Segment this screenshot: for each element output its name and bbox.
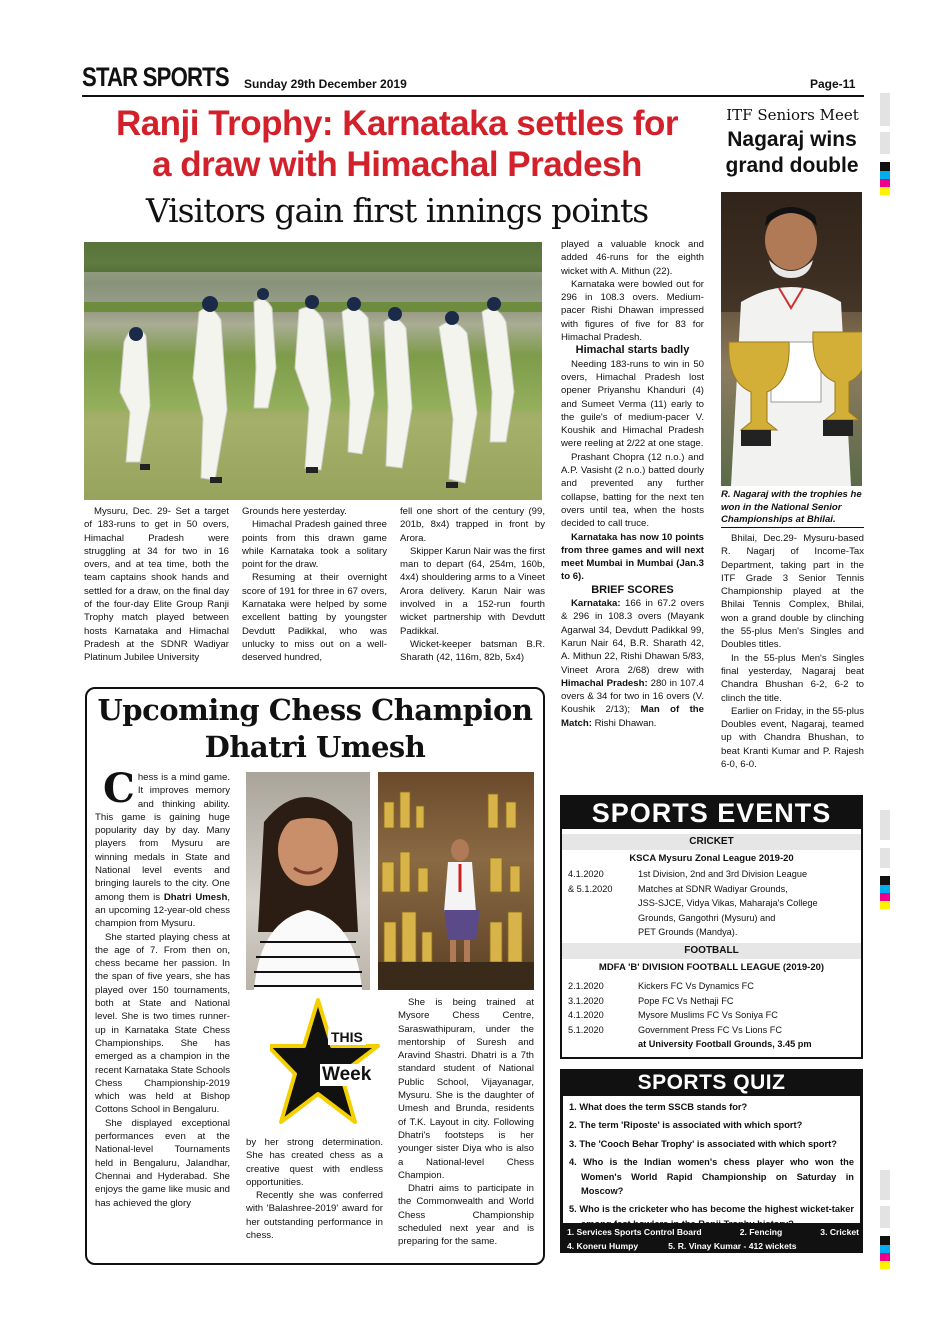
schedule-row [562,1037,861,1052]
schedule-text: Mysore Muslims FC Vs Soniya FC [638,1010,778,1021]
cricket-celebration-photo [84,242,542,500]
schedule-text: Grounds, Gangothri (Mysuru) and [638,912,776,923]
quiz-answers [567,1225,859,1253]
ranji-paragraph: Himachal Pradesh gained three points from this drawn game while Karnataka took a solitary point for the draw. [242,519,387,571]
player-name: Dhatri Umesh [163,891,228,903]
badge-text-week: Week [322,1064,372,1085]
quiz-answer: 4. Koneru Humpy [567,1241,639,1251]
nagaraj-trophy-photo [721,192,862,486]
chess-paragraph: , an upcoming 12-year-old chess champion from Mysuru. [95,891,230,930]
football-schedule [562,979,861,1052]
this-week-star-badge [270,996,380,1128]
itf-caption-rule [721,527,864,528]
schedule-row [562,911,861,926]
itf-paragraph: In the 55-plus Men's Singles final yesterday, Nagaraj beat Chandra Bhushan 6-2, 6-2 to clinch the title. [721,652,864,704]
registration-bar-top [880,93,890,195]
schedule-date: 4.1.2020 [568,869,604,879]
quiz-answer: 1. Services Sports Control Board [567,1227,702,1237]
ranji-column-3 [400,505,545,665]
masthead-logo: STAR SPORTS [82,62,229,92]
ranji-paragraph: Mysuru, Dec. 29- Set a target of 183-runs to get in 50 overs, Himachal Pradesh were struggling at 34 for two in 16 overs, and at tea time, both the team captains shook hands and settled for a draw, on the final day of the four-day Elite Group Ranji Trophy match played between hosts Karnataka and Himachal Pradesh at the SDNR Wadiyar Platinum Jubilee University [84,506,229,664]
ranji-paragraph: fell one short of the century (99, 201b, 8x4) trapped in front by Arora. [400,506,545,544]
schedule-text: Kickers FC Vs Dynamics FC [638,981,754,991]
brief-scores [561,597,704,730]
registration-bar-bottom [880,1170,890,1270]
sports-quiz-title: SPORTS QUIZ [637,1071,786,1094]
schedule-text: Government Press FC Vs Lions FC [638,1024,782,1035]
schedule-date: 4.1.2020 [568,1010,604,1021]
ranji-paragraph: played a valuable knock and added 46-runs for the eighth wicket with A. Mithun (22). [561,239,704,277]
quiz-question: 3. The 'Cooch Behar Trophy' is associated with which sport? [569,1138,837,1149]
registration-bar-mid [880,810,890,912]
chess-column-1 [95,765,230,1210]
drop-cap: C [103,765,135,812]
quiz-questions-panel [563,1096,860,1229]
schedule-date: & 5.1.2020 [568,883,613,894]
schedule-row [562,994,861,1009]
masthead-rule [82,95,864,97]
schedule-text: JSS-SJCE, Vidya Vikas, Maharaja's College [638,898,818,909]
page-number: Page-11 [810,77,856,91]
quiz-answer: 2. Fencing [739,1227,783,1237]
trophy-collection-photo [378,772,534,990]
brief-label: Karnataka: [571,598,621,610]
schedule-date: 3.1.2020 [568,995,604,1006]
schedule-text: PET Grounds (Mandya). [638,927,738,938]
ranji-paragraph: Skipper Karun Nair was the first man to depart (64, 254m, 160b, 4x4) shouldering arms to a Vineet Arora delivery. Karun Nair was involved in a 152-run fourth wicket partnership with Devdutt Padikkal. [400,545,545,637]
ranji-column-1 [84,505,229,665]
ranji-paragraph: Prashant Chopra (12 n.o.) and A.P. Vasisht (2 n.o.) batted dourly and prevented any further collapse, batting for the next ten overs until tea, when the hosts decided to call truce. [561,451,704,530]
itf-paragraph: Bhilai, Dec.29- Mysuru-based R. Nagarj of Income-Tax Department, taking part in the ITF Grade 3 Senior Tennis Championship played at the Bhilai Tennis Complex, Bhilai, won a grand double by clinching the 55-plus Men's Singles and Doubles titles. [721,533,864,651]
ranji-column-2 [242,505,387,665]
ranji-paragraph: Grounds here yesterday. [242,506,347,517]
schedule-text: Matches at SDNR Wadiyar Grounds, [638,883,788,894]
schedule-date: 2.1.2020 [568,981,604,991]
cricket-schedule [562,867,861,940]
schedule-row [562,867,861,882]
masthead-date: Sunday 29th December 2019 [244,77,407,91]
ranji-paragraph: Wicket-keeper batsman B.R. Sharath (42, 116m, 82b, 5x4) [400,638,545,664]
brief-label: Man of the Match: [561,704,704,729]
ranji-headline-line1: Ranji Trophy: Karnataka settles for [115,104,679,143]
football-venue: at University Football Grounds, 3.45 pm [638,1039,812,1050]
itf-headline-1: Nagaraj wins [727,128,857,151]
schedule-date [562,911,638,926]
schedule-row [562,896,861,911]
quiz-question: 4. Who is the Indian women's chess player who won the Women's World Rapid Championship on Saturday in Moscow? [569,1157,854,1197]
ranji-subhead: Visitors gain first innings points [145,191,649,230]
quiz-question: 1. What does the term SSCB stands for? [569,1102,748,1112]
chess-title-line1: Upcoming Chess Champion [97,693,533,727]
star-icon [270,996,380,1128]
chess-column-2 [246,1136,383,1242]
schedule-text: 1st Division, 2nd and 3rd Division League [638,869,808,879]
chess-paragraph: by her strong determination. She has created chess as a creative quest with endless opportunities. [246,1137,383,1188]
football-league-name: MDFA 'B' DIVISION FOOTBALL LEAGUE (2019-20) [598,962,825,973]
quiz-question: 5. Who is the cricketer who has become the highest wicket-taker among fast bowlers in the Ranji Trophy history? [569,1204,854,1229]
chess-paragraph: She displayed exceptional performances even at the National-level Tournaments held in Bengaluru, Jalandhar, Chennai and Hyderabad. She enjoys the game like music and has achieved the glory [95,1117,230,1209]
ranji-paragraph: Needing 183-runs to win in 50 overs, Himachal Pradesh lost opener Priyanshu Khanduri (4) and Sumeet Verma (11) early to the guile's of medium-pacer V. Koushik and Himachal Pradesh were reeling at 2/22 at one stage. [561,358,704,450]
chess-paragraph: hess is a mind game. It improves memory and thinking ability. This game is gaining huge popularity day by day. Many players from Mysuru are winning medals in State and National level events and bringing laurels to the city. One among them is [95,772,230,903]
football-section-label: FOOTBALL [562,943,861,959]
dhatri-portrait-photo [246,772,370,990]
ranji-headline-line2: a draw with Himachal Pradesh [152,145,642,184]
schedule-date [562,925,638,940]
quiz-answer: 5. R. Vinay Kumar - 412 wickets [668,1241,797,1251]
itf-paragraph: Earlier on Friday, in the 55-plus Doubles event, Nagaraj, teamed up with Chandra Bhushan, to beat Kranti Kumar and P. Rajesh 6-0, 6-0. [721,705,864,771]
brief-text: 280 in 107.4 overs & 34 for two in 16 overs (V. Koushik 2/13); [561,677,704,716]
quiz-answer: 3. Cricket [820,1227,859,1237]
badge-text-this: THIS [328,1029,366,1045]
itf-kicker: ITF Seniors Meet [726,106,859,124]
sports-events-title: SPORTS EVENTS [562,797,861,829]
schedule-row [562,882,861,897]
schedule-date [562,896,638,911]
ranji-bold-paragraph: Karnataka has now 10 points from three games and will next meet Mumbai in Mumbai (Jan.3 to 6). [561,531,704,583]
chess-paragraph: She started playing chess at the age of 7. From then on, chess became her passion. In the span of five years, she has played over 150 tournaments, both at State and National level. She is two times runner-up in Karnataka State Chess Championships. She has emerged as a champion in the recent Karnataka State Schools Chess Championship-2019 which was held at Bishop Cottons School in Bengaluru. [95,931,230,1116]
ranji-subheading: BRIEF SCORES [591,583,674,596]
itf-photo-caption: R. Nagaraj with the trophies he won in the National Senior Championships at Bhilai. [721,489,862,526]
brief-text: Rishi Dhawan. [591,717,657,729]
ranji-subheading: Himachal starts badly [575,344,690,357]
itf-story [721,532,864,771]
quiz-question: 2. The term 'Riposte' is associated with which sport? [569,1120,803,1131]
cricket-section-label: CRICKET [562,834,861,850]
chess-column-3 [398,996,534,1249]
brief-label: Himachal Pradesh: [561,677,648,689]
schedule-row [562,1008,861,1023]
chess-title-line2: Dhatri Umesh [204,730,426,764]
chess-paragraph: Dhatri aims to participate in the Commonwealth and World Chess Championship scheduled next year and is preparing for the same. [398,1183,534,1248]
ranji-paragraph: Karnataka were bowled out for 296 in 108.3 overs. Medium-pacer Rishi Dhawan impressed with figures of five for 83 for Himachal Pradesh. [561,278,704,344]
chess-paragraph: She is being trained at Mysore Chess Centre, Saraswathipuram, under the mentorship of Suresh and Aravind Shastri. Dhatri is a 7th standard student of National Public School, Vijayanagar, Mysuru. She is the daughter of Umesh and Brunda, residents of T.K. Layout in city. Following Dhatri's footsteps is her younger sister Diya who is also a National-level Chess Champion. [398,997,534,1181]
schedule-row [562,979,861,994]
ranji-paragraph: Resuming at their overnight score of 191 for three in 67 overs, Karnataka were helped by some excellent batting by youngster Devdutt Padikkal, who was unlucky to miss out on a well-deserved hundred, [242,572,387,664]
brief-text: 166 in 67.2 overs & 296 in 108.3 overs (Mayank Agarwal 34, Devdutt Padikkal 99, Karun Nair 64, B.R. Sharath 42, A. Mithun 22, Rishi Dhawan 5/83, Vineet Arora 2/68) drew with [561,598,704,676]
schedule-date: 5.1.2020 [568,1024,604,1035]
schedule-row [562,1023,861,1038]
schedule-row [562,925,861,940]
schedule-text: Pope FC Vs Nethaji FC [638,995,734,1006]
cricket-league-name: KSCA Mysuru Zonal League 2019-20 [629,853,794,864]
itf-headline-2: grand double [725,154,859,177]
chess-paragraph: Recently she was conferred with 'Balashree-2019' award for her outstanding performance in chess. [246,1190,383,1242]
ranji-column-4 [561,238,704,730]
